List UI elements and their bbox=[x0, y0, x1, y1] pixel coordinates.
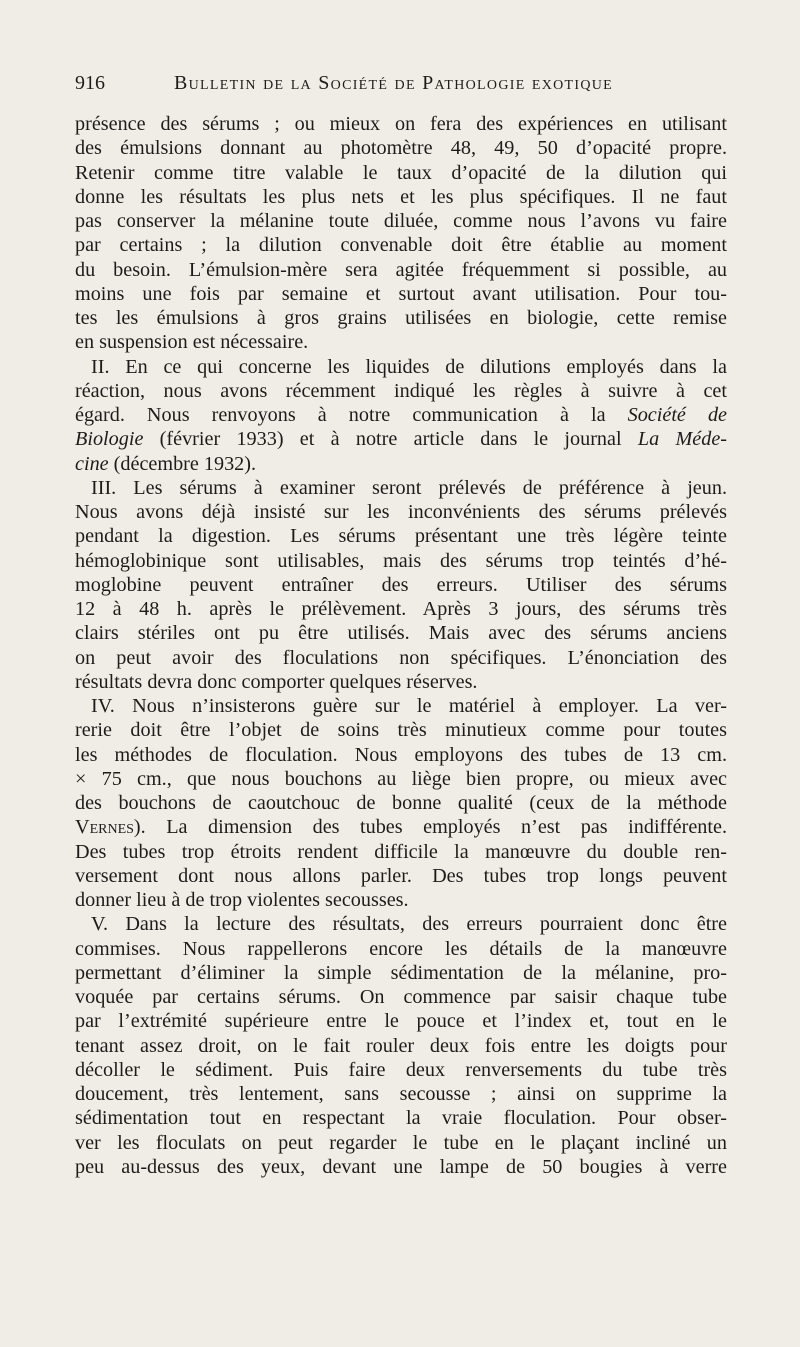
text-line: peu au-dessus des yeux, devant une lampe de 50 bougies à verre bbox=[75, 1155, 727, 1178]
text-line: commises. Nous rappellerons encore les détails de la manœuvre bbox=[75, 937, 727, 960]
text-line bbox=[75, 403, 727, 427]
text-line: rerie doit être l’objet de soins très minutieux comme pour toutes bbox=[75, 719, 727, 742]
text-line: 12 à 48 h. après le prélèvement. Après 3 jours, des sérums très bbox=[75, 598, 727, 620]
text-line: Des tubes trop étroits rendent difficile la manœuvre du double ren- bbox=[75, 840, 727, 863]
text-line: des bouchons de caoutchouc de bonne qualité (ceux de la méthode bbox=[75, 792, 727, 814]
text-line: donner lieu à de trop violentes secousses. bbox=[75, 889, 409, 911]
text-segment: ). La dimension des tubes employés n’est pas indifférente. bbox=[133, 816, 727, 839]
page-header bbox=[75, 66, 725, 100]
text-segment: égard. Nous renvoyons à notre communication à la bbox=[75, 404, 628, 426]
text-line: on peut avoir des floculations non spécifiques. L’énonciation des bbox=[75, 646, 727, 669]
text-line: pas conserver la mélanine toute diluée, comme nous l’avons vu faire bbox=[75, 210, 727, 232]
text-line: par l’extrémité supérieure entre le pouce et l’index et, tout en le bbox=[75, 1010, 727, 1033]
text-line: III. Les sérums à examiner seront prélevés de préférence à jeun. bbox=[91, 476, 727, 499]
text-line: permettant d’éliminer la simple sédimentation de la mélanine, pro- bbox=[75, 961, 727, 984]
text-line: réaction, nous avons récemment indiqué les règles à suivre à cet bbox=[75, 379, 727, 402]
text-line: × 75 cm., que nous bouchons au liège bien propre, ou mieux avec bbox=[75, 767, 727, 790]
body-text bbox=[75, 112, 727, 1179]
text-line bbox=[75, 815, 727, 839]
text-line: hémoglobinique sont utilisables, mais des sérums trop teintés d’hé- bbox=[75, 549, 727, 572]
text-line: II. En ce qui concerne les liquides de dilutions employés dans la bbox=[91, 355, 727, 378]
text-line: résultats devra donc comporter quelques réserves. bbox=[75, 670, 478, 693]
text-line: Nous avons déjà insisté sur les inconvénients des sérums prélevés bbox=[75, 501, 727, 523]
text-line: les méthodes de floculation. Nous employons des tubes de 13 cm. bbox=[75, 743, 727, 766]
text-line: par certains ; la dilution convenable doit être établie au moment bbox=[75, 234, 727, 257]
text-line: tenant assez droit, on le fait rouler deux fois entre les doigts pour bbox=[75, 1034, 727, 1057]
text-line: IV. Nous n’insisterons guère sur le matériel à employer. La ver- bbox=[91, 695, 727, 717]
author-name-smallcaps: Vernes bbox=[75, 816, 134, 839]
italic-text: cine bbox=[75, 452, 109, 475]
text-line: sédimentation tout en respectant la vraie floculation. Pour obser- bbox=[75, 1107, 727, 1130]
text-line: décoller le sédiment. Puis faire deux renversements du tube très bbox=[75, 1058, 727, 1081]
text-line: ver les floculats on peut regarder le tube en le plaçant incliné un bbox=[75, 1131, 727, 1154]
text-line bbox=[75, 452, 727, 476]
page-number: 916 bbox=[75, 72, 105, 94]
text-line: moins une fois par semaine et surtout avant utilisation. Pour tou- bbox=[75, 282, 727, 305]
text-line: du besoin. L’émulsion-mère sera agitée fréquemment si possible, au bbox=[75, 258, 727, 281]
text-line: versement dont nous allons parler. Des tubes trop longs peuvent bbox=[75, 864, 727, 887]
text-line: donne les résultats les plus nets et les plus spécifiques. Il ne faut bbox=[75, 185, 727, 208]
text-line: en suspension est nécessaire. bbox=[75, 331, 309, 354]
text-line bbox=[75, 427, 727, 451]
text-line: présence des sérums ; ou mieux on fera des expériences en utilisant bbox=[75, 113, 727, 135]
text-line: doucement, très lentement, sans secousse ; ainsi on supprime la bbox=[75, 1083, 727, 1105]
text-segment: (février 1933) et à notre article dans le journal bbox=[143, 428, 638, 451]
italic-text: Biologie bbox=[75, 428, 144, 451]
text-line: Retenir comme titre valable le taux d’opacité de la dilution qui bbox=[75, 161, 727, 184]
text-line: moglobine peuvent entraîner des erreurs. Utiliser des sérums bbox=[75, 573, 727, 596]
text-segment: (décembre 1932). bbox=[108, 452, 257, 475]
text-line: clairs stériles ont pu être utilisés. Mais avec des sérums anciens bbox=[75, 622, 727, 645]
text-line: des émulsions donnant au photomètre 48, 49, 50 d’opacité propre. bbox=[75, 137, 727, 160]
text-line: pendant la digestion. Les sérums présentant une très légère teinte bbox=[75, 525, 727, 548]
text-line: V. Dans la lecture des résultats, des erreurs pourraient donc être bbox=[91, 913, 727, 936]
italic-text: Société de bbox=[627, 404, 728, 426]
text-line: tes les émulsions à gros grains utilisées en biologie, cette remise bbox=[75, 307, 727, 329]
italic-text: La Méde- bbox=[637, 428, 727, 451]
text-line: voquée par certains sérums. On commence par saisir chaque tube bbox=[75, 986, 727, 1008]
running-title: Bulletin de la Société de Pathologie exotique bbox=[174, 72, 614, 94]
